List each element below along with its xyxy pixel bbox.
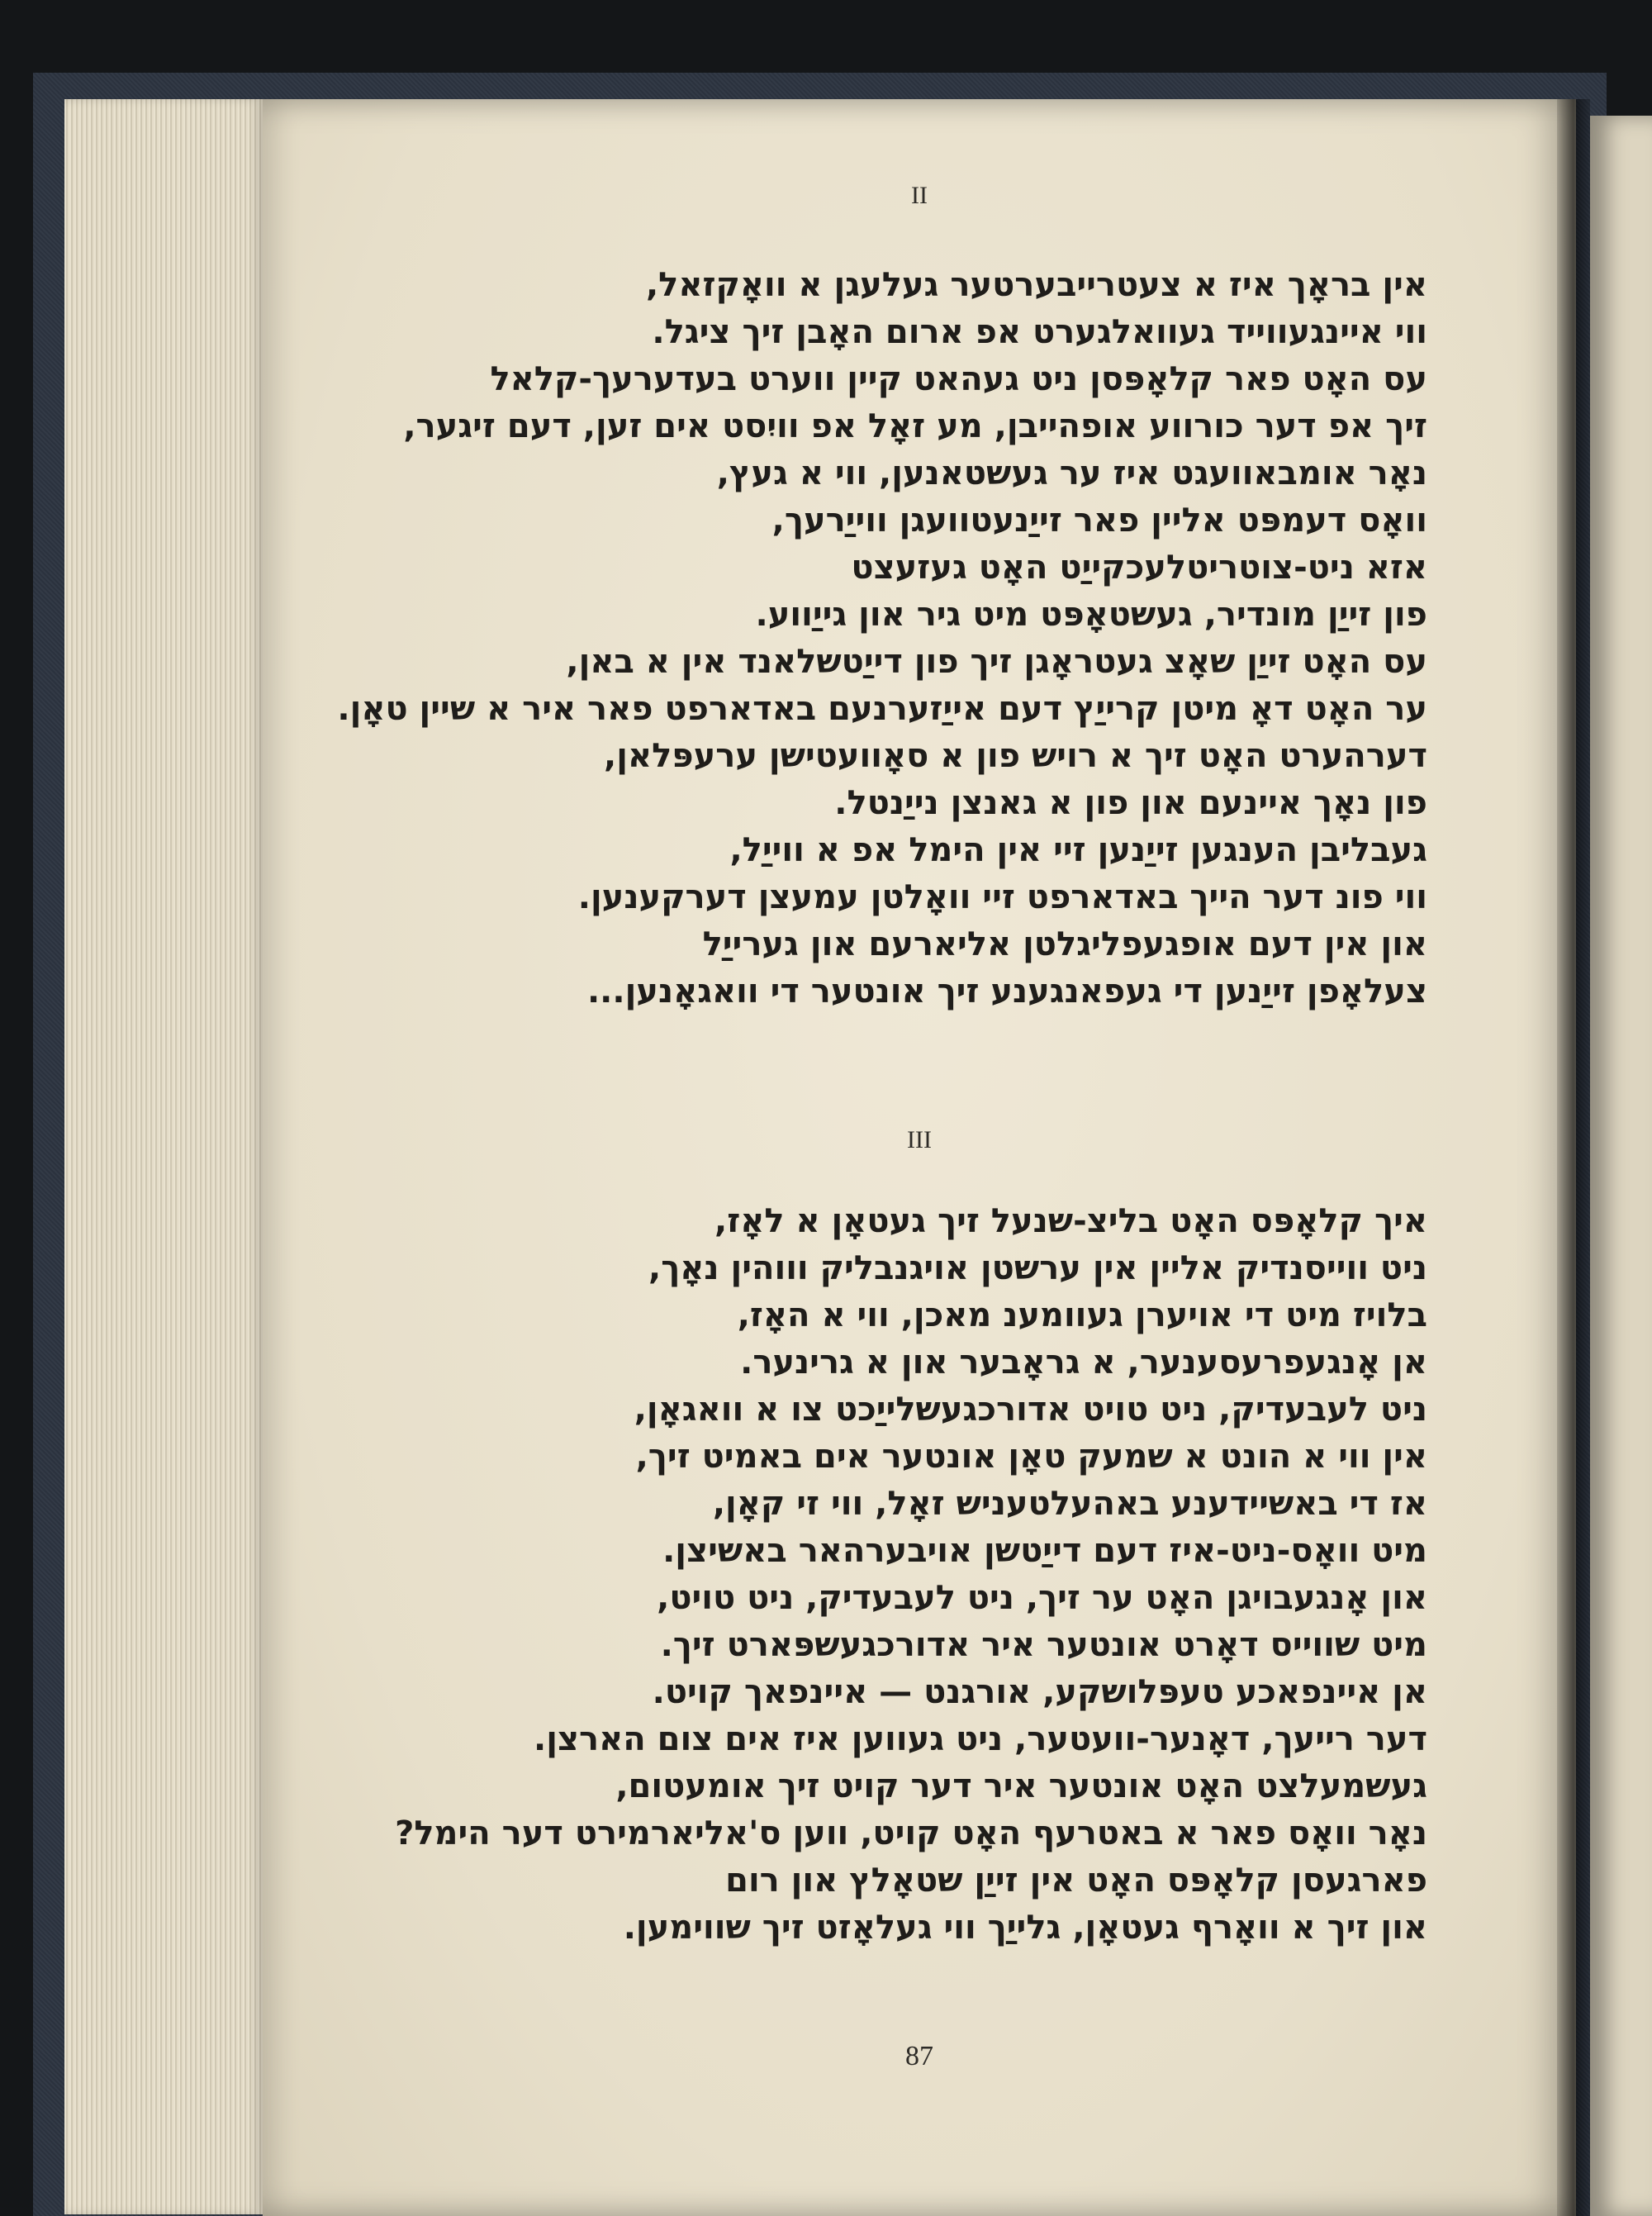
poem-line: אן איינפאכע טעפּלושקע, אורגנט — איינפאך קויט. <box>652 1673 1427 1711</box>
book-page <box>263 99 1576 2216</box>
poem-line: זיך אפ דער כורווע אופהייבן, מע זאָל אפ וויִסט אים זען, דעם זיגער, <box>403 407 1427 445</box>
poem-line: מיט וואָס-ניט-איז דעם דייַטשן אויבערהאר באשיצן. <box>662 1532 1427 1570</box>
poem-line: ווי פונ דער הייך באדארפט זיי וואָלטן עמעצן דערקענען. <box>577 878 1427 916</box>
poem-line: אין בראָך איז א צעטרייבערטער געלעגן א וואָקזאל, <box>645 266 1427 304</box>
section-numeral-ii: II <box>911 182 928 209</box>
poem-line: פון נאָך איינעם און פון א גאנצן נייַנטל. <box>834 784 1427 822</box>
poem-line: געבליבן הענגען זייַנען זיי אין הימל אפ א ווייַל, <box>729 831 1427 869</box>
poem-line: עס האָט פאר קלאָפּסן ניט געהאט קיין ווערט בעדערעך-קלאל <box>490 360 1427 398</box>
poem-line: צעלאָפן זייַנען די געפאנגענע זיך אונטער די וואגאָנען... <box>586 972 1427 1011</box>
poem-line: ער האָט דאָ מיטן קרייַץ דעם אייַזערנעם באדארפט פאר איר א שיין טאָן. <box>337 690 1427 728</box>
section-numeral-iii: III <box>907 1126 932 1153</box>
poem-section-ii <box>337 262 1427 1015</box>
poem-line: מיט שווייס דאָרט אונטער איר אדורכגעשפּארט זיך. <box>660 1626 1427 1664</box>
poem-line: נאָר וואָס פאר א באטרעף האָט קויט, ווען ס'אליארמירט דער הימל? <box>395 1814 1427 1852</box>
poem-line: איך קלאָפּס האָט בליצ-שנעל זיך געטאָן א לאָז, <box>714 1202 1427 1240</box>
poem-line: און אין דעם אופגעפליגלטן אליארעם און גערייַל <box>702 925 1427 963</box>
poem-line: דער רייעך, דאָנער-וועטער, ניט געווען איז אים צום הארצן. <box>534 1720 1427 1758</box>
poem-line: ניט לעבעדיק, ניט טויט אדורכגעשלייַכט צו א וואגאָן, <box>634 1391 1427 1429</box>
poem-line: נאָר אומבאוועגט איז ער געשטאנען, ווי א געץ, <box>716 454 1427 492</box>
poem-line: און אָנגעבויגן האָט ער זיך, ניט לעבעדיק, ניט טויט, <box>657 1579 1427 1617</box>
facing-page-edge <box>1590 116 1652 2216</box>
poem-line: עס האָט זייַן שאָצ געטראָגן זיך פון דייַטשלאנד אין א באן, <box>566 643 1427 681</box>
poem-line: ווי איינגעווייד געוואלגערט אפ ארום האָבן זיך ציגל. <box>652 313 1427 351</box>
poem-line: אן אָנגעפרעסענער, א גראָבער און א גרינער. <box>740 1343 1427 1381</box>
poem-line: בלויז מיט די אויערן געוומענ מאכן, ווי א האָז, <box>737 1296 1427 1334</box>
poem-line: אזא ניט-צוטריטלעכקייַט האָט געזעצט <box>851 549 1427 587</box>
poem-line: ניט ווייסנדיק אליין אין ערשטן אויגנבליק וווהין נאָך, <box>648 1249 1427 1287</box>
poem-line: און זיך א וואָרף געטאָן, גלייַך ווי געלאָזט זיך שווימען. <box>623 1909 1427 1947</box>
poem-line: פארגעסן קלאָפּס האָט אין זייַן שטאָלץ און רום <box>725 1862 1427 1900</box>
poem-line: געשמעלצט האָט אונטער איר דער קויט זיך אומעטום, <box>615 1767 1427 1805</box>
poem-section-iii <box>395 1198 1427 1952</box>
poem-line: דערהערט האָט זיך א רויש פון א סאָוועטישן ערעפּלאן, <box>604 737 1427 775</box>
poem-line: אז די באשיידענע באהעלטעניש זאָל, ווי זי קאָן, <box>712 1485 1427 1523</box>
page-number: 87 <box>905 2041 933 2071</box>
book-gutter <box>1557 99 1590 2216</box>
poem-line: פון זייַן מונדיר, געשטאָפּט מיט גיר און גייַווע. <box>755 596 1427 634</box>
page-edges <box>64 99 263 2214</box>
poem-line: אין ווי א הונט א שמעק טאָן אונטער אים באמיט זיך, <box>635 1438 1427 1476</box>
poem-line: וואָס דעמפּט אליין פאר זייַנעטוועגן ווייַרעך, <box>771 502 1427 540</box>
